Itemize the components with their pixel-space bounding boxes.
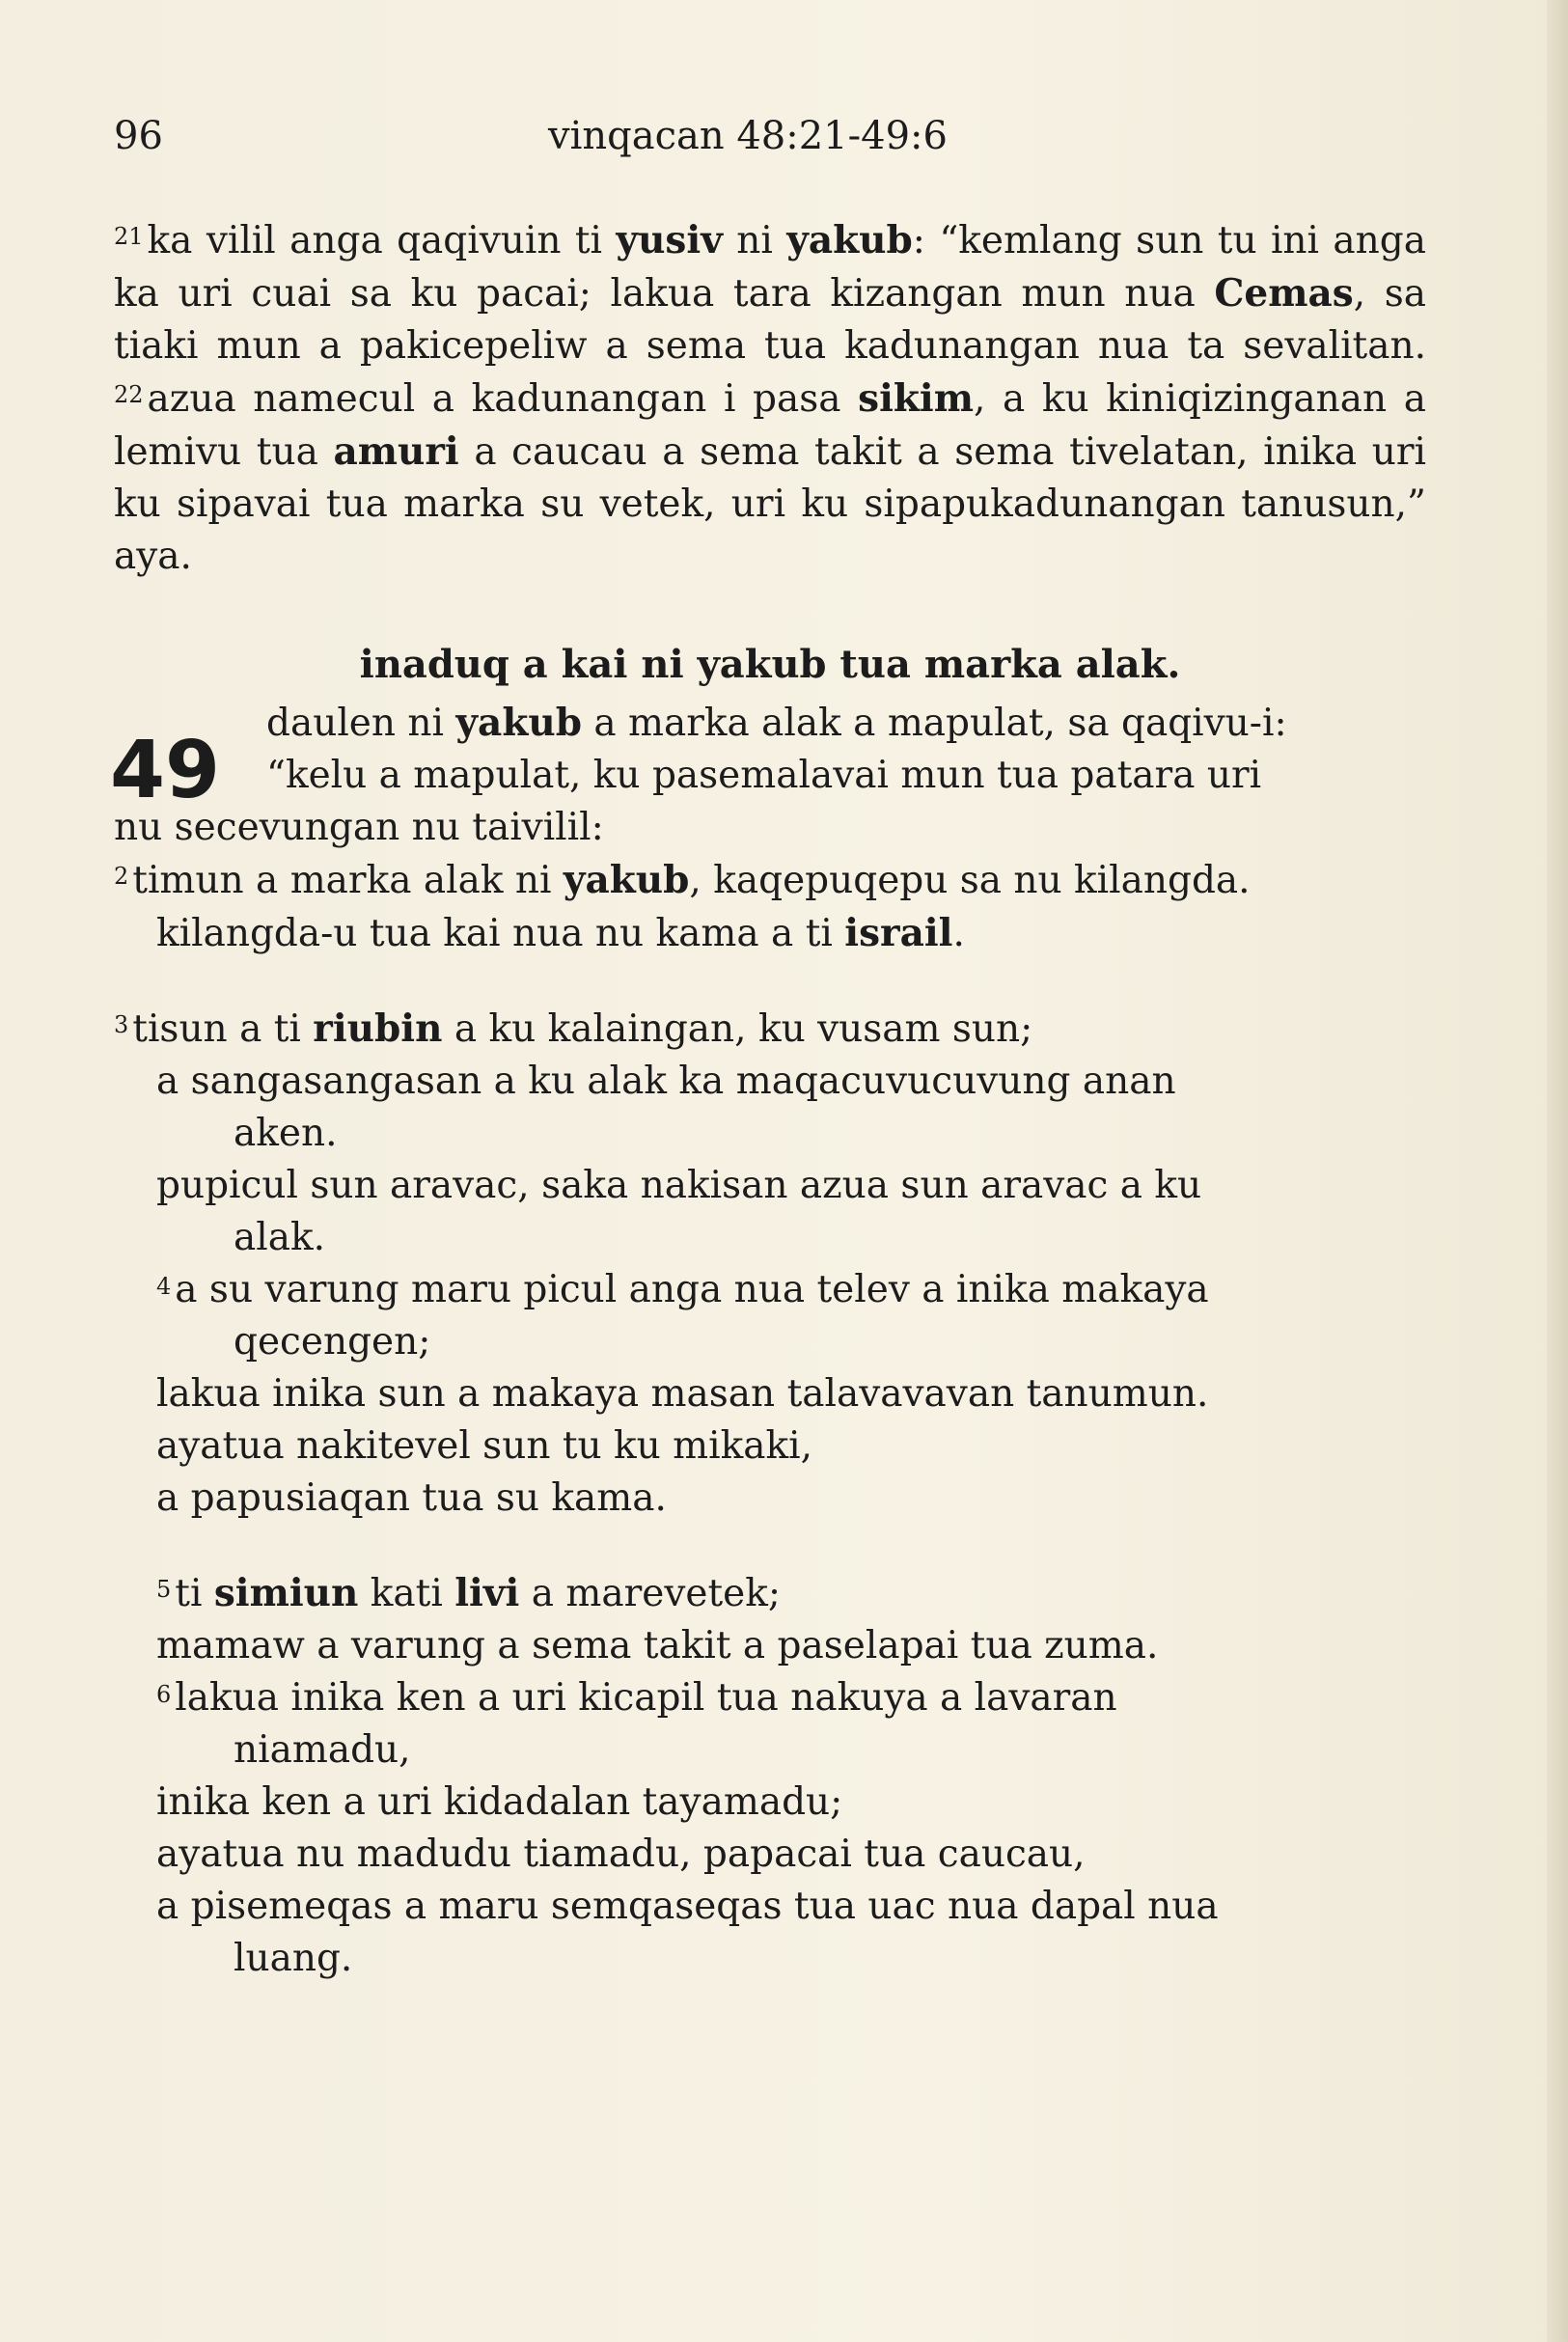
verse-number: 6 bbox=[156, 1681, 172, 1708]
verse-number: 3 bbox=[114, 1011, 129, 1038]
verse-4-line-1: $^4$ a su varung maru picul anga nua telev a inika makaya bbox=[156, 1268, 1209, 1311]
verse-number: 5 bbox=[156, 1576, 172, 1603]
chapter-line-3: nu secevungan nu taivilil: bbox=[114, 806, 604, 849]
verse-3-line-4: pupicul sun aravac, saka nakisan azua sun aravac a ku bbox=[156, 1164, 1202, 1207]
section-heading: inaduq a kai ni yakub tua marka alak. bbox=[359, 642, 1181, 687]
chapter-line-2: “kelu a mapulat, ku pasemalavai mun tua patara uri bbox=[266, 754, 1262, 797]
verse-5-line-1: $^5$ ti simiun kati livi a marevetek; bbox=[156, 1571, 781, 1615]
verse-4-line-5: a papusiaqan tua su kama. bbox=[156, 1476, 667, 1520]
verse-6-line-4: ayatua nu madudu tiamadu, papacai tua caucau, bbox=[156, 1832, 1086, 1876]
verse-6-line-1: $^6$ lakua inika ken a uri kicapil tua nakuya a lavaran bbox=[156, 1676, 1117, 1720]
verse-3-line-3: aken. bbox=[234, 1112, 338, 1155]
verse-2-line-2: kilangda-u tua kai nua nu kama a ti israil. bbox=[156, 911, 965, 955]
running-head: vinqacan 48:21-49:6 bbox=[548, 114, 948, 158]
chapter-49-opening bbox=[110, 697, 1426, 854]
verse-number: 4 bbox=[156, 1273, 172, 1300]
verse-number: 21 bbox=[114, 223, 144, 250]
verse-3-line-5: alak. bbox=[234, 1216, 326, 1259]
chapter-number: 49 bbox=[110, 725, 221, 816]
verse-number: 22 bbox=[114, 381, 144, 408]
verse-6-line-2: niamadu, bbox=[234, 1728, 411, 1772]
verse-4-line-4: ayatua nakitevel sun tu ku mikaki, bbox=[156, 1424, 813, 1468]
verse-5-line-2: mamaw a varung a sema takit a paselapai tua zuma. bbox=[156, 1624, 1159, 1667]
body-text bbox=[110, 214, 1427, 1985]
verse-3-line-1: $^3$ tisun a ti riubin a ku kalaingan, ku vusam sun; bbox=[114, 1006, 1033, 1051]
verse-3-line-2: a sangasangasan a ku alak ka maqacuvucuvung anan bbox=[156, 1060, 1176, 1103]
chapter-line-1: daulen ni yakub a marka alak a mapulat, sa qaqivu-i: bbox=[266, 701, 1287, 745]
verse-6-line-6: luang. bbox=[234, 1937, 353, 1980]
page-edge bbox=[1547, 0, 1568, 2342]
paragraph-48-21: $^{21}$ ka vilil anga qaqivuin ti yusiv ni yakub: “kemlang sun tu ini anga ka uri cuai sa ku pacai; lakua tara kizangan mun nua Cemas, sa tiaki mun a pakicepeliw a sema tua kadunangan nua ta sevalitan. $^{22}$ azua namecul a kadunangan i pasa sikim, a ku kiniqizinganan a lemivu tua amuri a caucau a sema takit a sema tivelatan, inika uri ku sipavai tua marka su vetek, uri ku sipapukadunangan tanusun,” aya. bbox=[114, 218, 1427, 578]
verse-2-line-1: $^2$ timun a marka alak ni yakub, kaqepuqepu sa nu kilangda. bbox=[114, 858, 1251, 902]
verse-4-line-2: qecengen; bbox=[234, 1320, 431, 1364]
verse-6-line-5: a pisemeqas a maru semqaseqas tua uac nua dapal nua bbox=[156, 1885, 1219, 1928]
page-header bbox=[114, 114, 1426, 172]
verse-number: 2 bbox=[114, 863, 129, 890]
page-number: 96 bbox=[114, 114, 163, 158]
verse-6-line-3: inika ken a uri kidadalan tayamadu; bbox=[156, 1780, 843, 1824]
verse-4-line-3: lakua inika sun a makaya masan talavavavan tanumun. bbox=[156, 1372, 1209, 1416]
